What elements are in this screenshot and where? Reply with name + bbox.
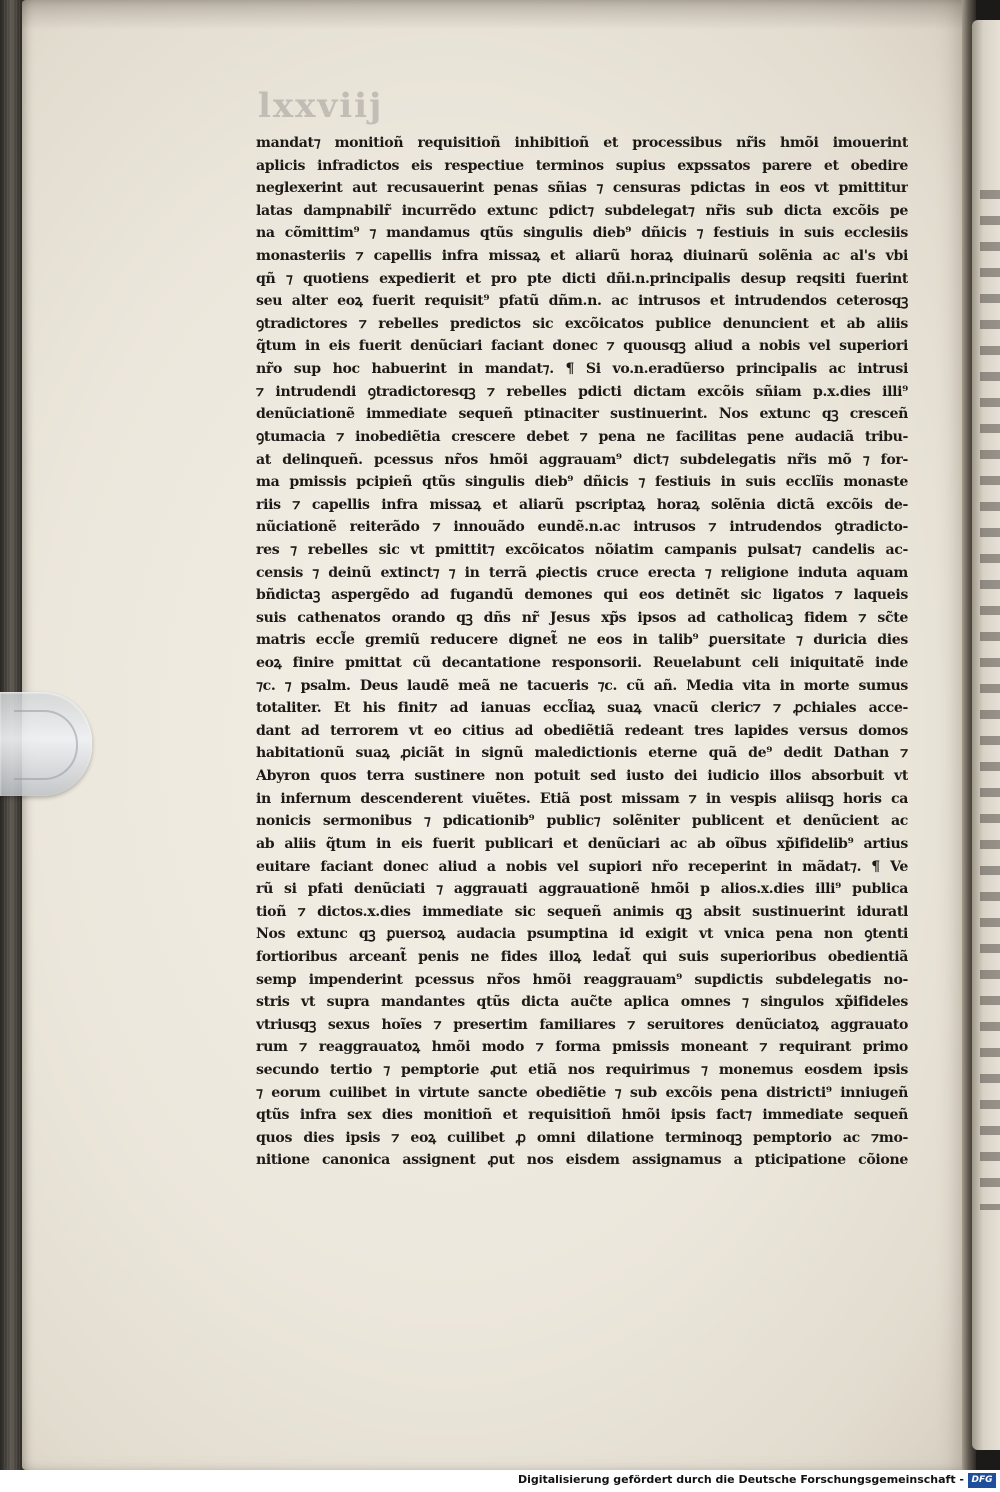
funding-credit: Digitalisierung gefördert durch die Deutsche Forschungsgemeinschaft - — [517, 1473, 964, 1486]
text-line: bñdictaꝫ aspergẽdo ad fugandũ demones qui eos detinẽt sic ligatos ⁊ laqueis — [256, 587, 908, 604]
text-line: stris vt supra mandantes qtũs dicta auc̃te aplica omnes ⁊ singulos xp̃ifideles — [256, 994, 908, 1011]
text-line: ⁊ intrudendi ꝯtradictoresqꝫ ⁊ rebelles pdicti dictam excõis sñiam p.x.dies illi⁹ — [256, 383, 908, 400]
text-line: secundo tertio ⁊ pemptorie ꝓut etiã nos requirimus ⁊ monemus eosdem ipsis — [256, 1061, 908, 1078]
text-line: Nos extunc qꝫ ꝑuersoꝝ audacia psumptina id exigit vt vnica pena non ꝯtenti — [256, 926, 908, 943]
text-line: ꝯtradictores ⁊ rebelles predictos sic excõicatos publice denuncient et ab aliis — [256, 315, 908, 332]
text-line: nonicis sermonibus ⁊ pdicationib⁹ public⁊ solẽniter publicent et denũcient ac — [256, 813, 908, 830]
text-line: seu alter eoꝝ fuerit requisit⁹ pfatũ dñm.n. ac intrusos et intrudendos ceterosqꝫ — [256, 293, 908, 310]
text-line: eoꝝ finire pmittat cũ decantatione responsorii. Reuelabunt celi iniquitatẽ inde — [256, 655, 908, 672]
text-line: rum ⁊ reaggrauatoꝝ hmõi modo ⁊ forma pmissis moneant ⁊ requirant primo — [256, 1039, 908, 1056]
text-line: habitationũ suaꝝ ꝓiciãt in signũ maledictionis eterne quã de⁹ dedit Dathan ⁊ — [256, 745, 908, 762]
text-line: monasteriis ⁊ capellis infra missaꝝ et aliarũ horaꝝ diuinarũ solẽnia ac al's vbi — [256, 248, 908, 265]
text-line: quos dies ipsis ⁊ eoꝝ cuilibet ꝓ omni dilatione terminoqꝫ pemptorio ac ⁊mo- — [256, 1129, 908, 1146]
facing-page-text-fragment — [980, 190, 1000, 1210]
text-line: na cõmittim⁹ ⁊ mandamus qtũs singulis dieb⁹ dñicis ⁊ festiuis in suis ecclesiis — [256, 225, 908, 242]
text-line: dant ad terrorem vt eo citius ad obediẽtiã redeant tres lapides versus domos — [256, 722, 908, 739]
text-line: nũciationẽ reiterãdo ⁊ innouãdo eundẽ.n.ac intrusos ⁊ intrudendos ꝯtradicto- — [256, 519, 908, 536]
text-line: matris eccl̃e gremiũ reducere dignet̃ ne eos in talib⁹ ꝑuersitate ⁊ duricia dies — [256, 632, 908, 649]
text-line: Abyron quos terra sustinere non potuit sed iusto dei iudicio illos absorbuit vt — [256, 768, 908, 785]
text-line: rũ si pfati denũciati ⁊ aggrauati aggrauationẽ hmõi p alios.x.dies illi⁹ publica — [256, 881, 908, 898]
text-line: fortioribus arceant̃ penis ne fides illoꝝ ledat̃ qui suis superioribus obedientiã — [256, 948, 908, 965]
text-line: riis ⁊ capellis infra missaꝝ et aliarũ pscriptaꝝ horaꝝ solẽnia dictã excõis de- — [256, 496, 908, 513]
text-line: ꝯtumacia ⁊ inobediẽtia crescere debet ⁊ pena ne facilitas pene audaciã tribu- — [256, 428, 908, 445]
text-line: euitare faciant donec aliud a nobis vel supiori nr̃o receperint in mãdat⁊. ¶ Ve — [256, 858, 908, 875]
footer-bar — [0, 1470, 1000, 1492]
text-line: q̃tum in eis fuerit denũciari faciant donec ⁊ quousqꝫ aliud a nobis vel superiori — [256, 338, 908, 355]
text-line: ab aliis q̃tum in eis fuerit publicari et denũciari ac ab oĩbus xp̃ifidelib⁹ artius — [256, 835, 908, 852]
text-column — [256, 132, 908, 1172]
text-line: suis cathenatos orando qꝫ dñs nr̃ Jesus xp̃s ipsos ad catholicaꝫ fidem ⁊ sc̃te — [256, 609, 908, 626]
text-line: latas dampnabilr̃ incurrẽdo extunc pdict⁊ subdelegat⁊ nr̃is sub dicta excõis pe — [256, 202, 908, 219]
text-line: nr̃o sup hoc habuerint in mandat⁊. ¶ Si vo.n.eradũerso principalis ac intrusi — [256, 361, 908, 378]
text-line: ⁊ eorum cuilibet in virtute sancte obediẽtie ⁊ sub excõis pena districti⁹ inniugeñ — [256, 1084, 908, 1101]
text-line: res ⁊ rebelles sic vt pmittit⁊ excõicatos nõiatim campanis pulsat⁊ candelis ac- — [256, 541, 908, 558]
folio-number: lxxviij — [258, 86, 384, 126]
text-line: censis ⁊ deinũ extinct⁊ ⁊ in terrã ꝓiectis cruce erecta ⁊ religione induta aquam — [256, 564, 908, 581]
dfg-logo: DFG — [968, 1473, 996, 1488]
text-line: totaliter. Et his finit⁊ ad ianuas eccl̃iaꝝ suaꝝ vnacũ cleric⁊ ⁊ ꝓchiales acce- — [256, 700, 908, 717]
text-line: mandat⁊ monitioñ requisitioñ inhibitioñ et processibus nr̃is hmõi imouerint — [256, 135, 908, 151]
text-line: aplicis infradictos eis respectiue terminos supius expssatos parere et obedire — [256, 157, 908, 174]
page-top-shadow — [22, 0, 968, 30]
text-line: ma pmissis pcipieñ qtũs singulis dieb⁹ dñicis ⁊ festiuis in suis ecclĩis monaste — [256, 474, 908, 491]
text-line: in infernum descenderent viuẽtes. Etiã post missam ⁊ in vespis aliisqꝫ horis ca — [256, 790, 908, 807]
text-line: tioñ ⁊ dictos.x.dies immediate sic sequeñ animis qꝫ absit sustinuerint iduratl — [256, 903, 908, 920]
text-line: qñ ⁊ quotiens expedierit et pro pte dicti dñi.n.principalis desup reqsiti fuerint — [256, 270, 908, 287]
text-line: nitione canonica assignent ꝓut nos eisdem assignamus a pticipatione cõione — [256, 1152, 908, 1169]
facing-page-edge — [972, 20, 1000, 1450]
text-line: neglexerint aut recusauerint penas sñias ⁊ censuras pdictas in eos vt pmittitur — [256, 180, 908, 197]
text-line: vtriusqꝫ sexus hoĩes ⁊ presertim familiares ⁊ seruitores denũciatoꝝ aggrauato — [256, 1016, 908, 1033]
text-line: semp impenderint pcessus nr̃os hmõi reaggrauam⁹ supdictis subdelegatis no- — [256, 971, 908, 988]
text-line: denũciationẽ immediate sequeñ ptinaciter sustinuerint. Nos extunc qꝫ cresceñ — [256, 406, 908, 423]
text-line: qtũs infra sex dies monitioñ et requisitioñ hmõi ipsis fact⁊ immediate sequeñ — [256, 1107, 908, 1124]
page-clip-loop — [14, 710, 78, 780]
text-line: at delinqueñ. pcessus nr̃os hmõi aggrauam⁹ dict⁊ subdelegatis nr̃is mõ ⁊ for- — [256, 451, 908, 468]
text-line: ⁊c. ⁊ psalm. Deus laudẽ meã ne tacueris ⁊c. cũ añ. Media vita in morte sumus — [256, 677, 908, 694]
page-clip — [0, 692, 92, 796]
